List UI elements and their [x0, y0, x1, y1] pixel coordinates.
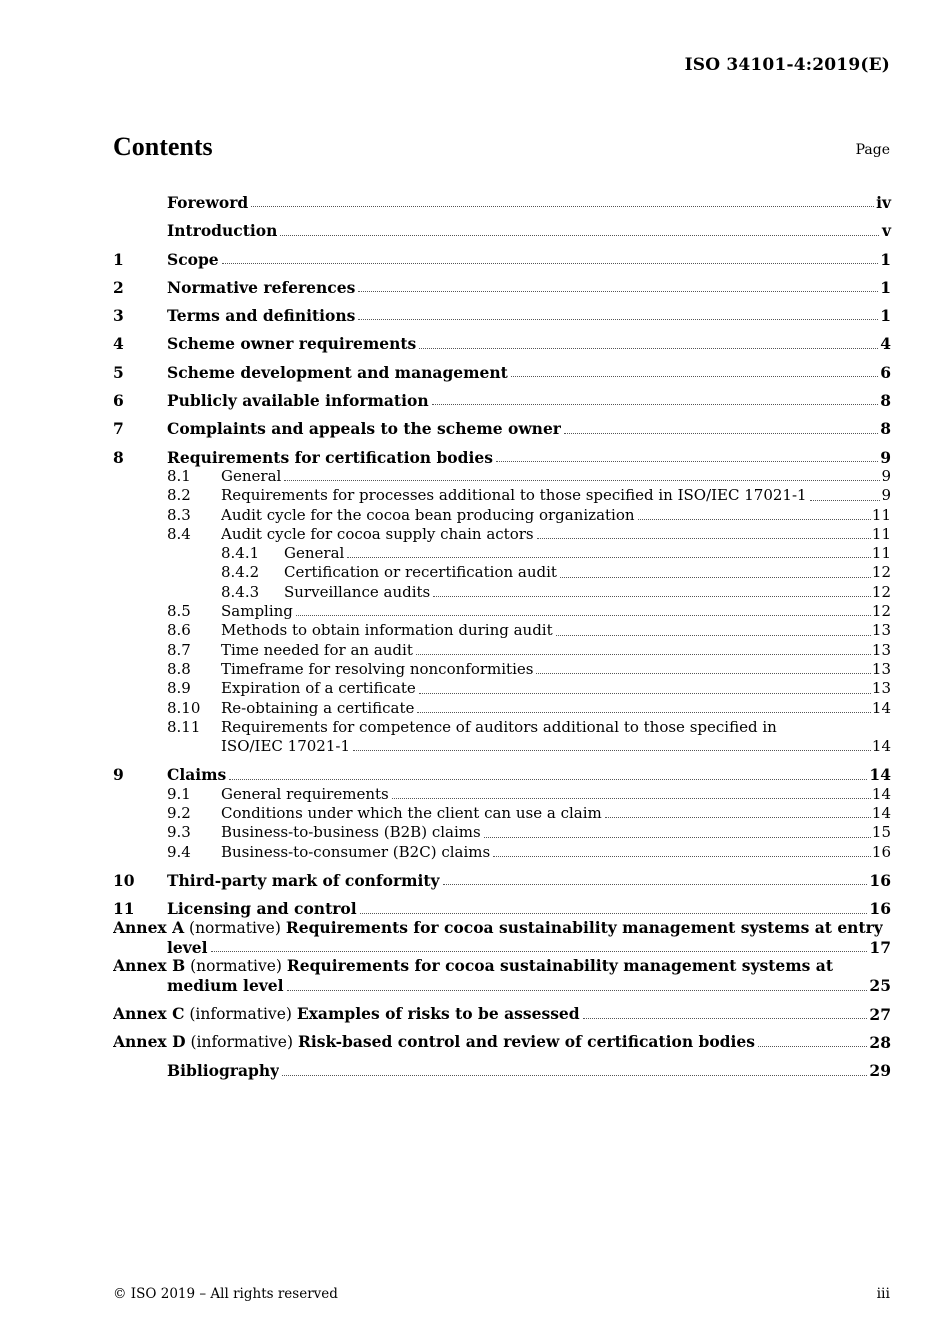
- annex-title: Examples of risks to be assessed: [296, 1003, 580, 1023]
- toc-page-number: 14: [871, 804, 891, 823]
- toc-entry-continuation[interactable]: [113, 938, 891, 957]
- leader-dots: [443, 884, 868, 885]
- page-column-label: Page: [855, 142, 890, 158]
- toc-entry-level-1[interactable]: [113, 382, 891, 410]
- toc-entry-level-2[interactable]: [113, 467, 891, 486]
- toc-section-number: 2: [113, 277, 124, 297]
- leader-dots: [484, 837, 871, 838]
- toc-section-number: 8: [113, 447, 124, 467]
- toc-section-number: 9: [113, 765, 124, 785]
- table-of-contents: [113, 184, 891, 1081]
- toc-entry-title: Requirements for certification bodies: [167, 447, 493, 467]
- toc-entry-level-1[interactable]: [113, 410, 891, 438]
- leader-dots: [560, 577, 871, 578]
- leader-dots: [493, 856, 871, 857]
- toc-entry-title: Sampling: [221, 602, 293, 621]
- toc-section-number: 8.8: [167, 659, 191, 678]
- toc-entry-level-1[interactable]: [113, 297, 891, 325]
- leader-dots: [296, 615, 871, 616]
- leader-dots: [287, 990, 868, 991]
- toc-entry-title: Time needed for an audit: [221, 640, 413, 659]
- toc-section-number: 9.2: [167, 804, 191, 823]
- toc-entry-title: Foreword: [167, 193, 249, 212]
- toc-entry-level-1[interactable]: [113, 184, 891, 212]
- toc-page-number: iv: [876, 193, 891, 212]
- toc-page-number: 13: [871, 659, 891, 678]
- leader-dots: [229, 779, 867, 780]
- leader-dots: [358, 319, 878, 320]
- toc-page-number: 16: [869, 899, 891, 919]
- toc-section-number: 8.1: [167, 466, 191, 485]
- toc-entry-level-1[interactable]: [113, 241, 891, 269]
- page-title: Contents: [113, 132, 213, 161]
- annex-kind: (normative): [190, 957, 282, 976]
- toc-entry-level-2[interactable]: [113, 804, 891, 823]
- toc-entry-level-2[interactable]: [113, 486, 891, 505]
- toc-section-number: 7: [113, 419, 124, 439]
- toc-entry-title: Terms and definitions: [167, 306, 356, 326]
- toc-section-number: 8.4: [167, 524, 191, 543]
- leader-dots: [536, 673, 870, 674]
- toc-page-number: 4: [880, 334, 891, 354]
- toc-section-number: 8.2: [167, 486, 191, 505]
- toc-page-number: 12: [871, 582, 891, 601]
- toc-entry-level-3[interactable]: [113, 583, 891, 602]
- toc-entry-level-3[interactable]: [113, 544, 891, 563]
- toc-page-number: 8: [880, 391, 891, 411]
- annex-title: Requirements for cocoa sustainability management systems at: [286, 956, 834, 976]
- page-number: iii: [876, 1286, 890, 1302]
- toc-page-number: 17: [869, 937, 891, 957]
- leader-dots: [251, 206, 874, 207]
- toc-section-number: 8.4.1: [221, 544, 260, 563]
- toc-entry-annex[interactable]: [113, 1024, 891, 1052]
- toc-entry-level-1[interactable]: [113, 354, 891, 382]
- document-id: ISO 34101-4:2019(E): [684, 55, 890, 75]
- toc-entry-annex[interactable]: [113, 957, 891, 976]
- leader-dots: [417, 712, 871, 713]
- toc-section-number: 9.1: [167, 784, 191, 803]
- annex-kind: (informative): [189, 1004, 292, 1023]
- toc-entry-title: Methods to obtain information during audit: [221, 621, 553, 640]
- leader-dots: [353, 750, 871, 751]
- toc-section-number: 8.5: [167, 602, 191, 621]
- toc-page-number: 11: [871, 524, 891, 543]
- toc-entry-title: Expiration of a certificate: [221, 679, 416, 698]
- toc-entry-title: Re-obtaining a certificate: [221, 698, 415, 717]
- leader-dots: [810, 500, 880, 501]
- leader-dots: [360, 913, 868, 914]
- annex-title: Requirements for cocoa sustainability management systems at entry: [285, 917, 883, 937]
- toc-page-number: 13: [871, 679, 891, 698]
- toc-entry-level-1[interactable]: [113, 439, 891, 467]
- toc-entry-title: Conditions under which the client can use a claim: [221, 804, 602, 823]
- toc-entry-title: General: [284, 544, 345, 563]
- leader-dots: [358, 291, 878, 292]
- toc-section-number: 4: [113, 334, 124, 354]
- toc-entry-title: Publicly available information: [167, 391, 429, 411]
- toc-entry-level-1[interactable]: [113, 890, 891, 918]
- toc-entry-title: Licensing and control: [167, 899, 357, 919]
- toc-page-number: 28: [869, 1032, 891, 1052]
- toc-section-number: 8.10: [167, 698, 201, 717]
- toc-page-number: 1: [880, 249, 891, 269]
- toc-entry-title: Complaints and appeals to the scheme owner: [167, 419, 561, 439]
- toc-entry-title-continued: ISO/IEC 17021-1: [221, 737, 351, 756]
- toc-section-number: 8.11: [167, 717, 201, 736]
- toc-section-number: 8.9: [167, 679, 191, 698]
- toc-entry-title: Business-to-consumer (B2C) claims: [221, 842, 491, 861]
- toc-section-number: 8.6: [167, 621, 191, 640]
- annex-label: Annex A: [113, 917, 185, 937]
- leader-dots: [556, 635, 871, 636]
- toc-page-number: v: [881, 221, 891, 241]
- toc-entry-title: Certification or recertification audit: [284, 563, 557, 582]
- toc-entry-title: [113, 956, 833, 976]
- toc-entry-level-1[interactable]: [113, 1052, 891, 1080]
- toc-entry-title: [113, 1032, 755, 1052]
- toc-entry-level-2[interactable]: [113, 823, 891, 842]
- toc-section-number: 8.4.2: [221, 563, 260, 582]
- toc-entry-level-2[interactable]: [113, 525, 891, 544]
- toc-entry-title: Normative references: [167, 277, 356, 297]
- toc-entry-title: Third-party mark of conformity: [167, 870, 440, 890]
- leader-dots: [638, 519, 871, 520]
- toc-page-number: 1: [880, 277, 891, 297]
- toc-section-number: 1: [113, 249, 124, 269]
- toc-entry-title: Surveillance audits: [284, 582, 431, 601]
- toc-entry-annex[interactable]: [113, 919, 891, 938]
- toc-entry-continuation[interactable]: [113, 737, 891, 756]
- toc-entry-title-continued: level: [167, 937, 208, 957]
- leader-dots: [284, 480, 880, 481]
- leader-dots: [758, 1046, 867, 1047]
- toc-entry-level-2[interactable]: [113, 785, 891, 804]
- toc-entry-level-2[interactable]: [113, 843, 891, 862]
- toc-page-number: 12: [871, 563, 891, 582]
- toc-entry-level-2[interactable]: [113, 660, 891, 679]
- toc-page-number: 1: [880, 306, 891, 326]
- leader-dots: [432, 404, 879, 405]
- toc-page-number: 13: [871, 621, 891, 640]
- toc-entry-level-2[interactable]: [113, 718, 891, 737]
- leader-dots: [211, 951, 868, 952]
- toc-page-number: 9: [881, 466, 891, 485]
- toc-entry-title: Requirements for processes additional to those specified in ISO/IEC 17021-1: [221, 486, 807, 505]
- toc-entry-continuation[interactable]: [113, 976, 891, 995]
- leader-dots: [280, 235, 879, 236]
- toc-section-number: 11: [113, 899, 135, 919]
- toc-section-number: 6: [113, 391, 124, 411]
- leader-dots: [583, 1018, 868, 1019]
- toc-section-number: 5: [113, 362, 124, 382]
- toc-entry-title: General requirements: [221, 784, 389, 803]
- toc-section-number: 9.3: [167, 823, 191, 842]
- toc-entry-level-2[interactable]: [113, 506, 891, 525]
- leader-dots: [419, 348, 878, 349]
- toc-entry-level-2[interactable]: [113, 602, 891, 621]
- annex-label: Annex B: [113, 956, 186, 976]
- toc-entry-title: Audit cycle for cocoa supply chain actors: [221, 524, 534, 543]
- toc-entry-title: Bibliography: [167, 1061, 280, 1081]
- toc-section-number: 8.3: [167, 505, 191, 524]
- toc-page-number: 11: [871, 505, 891, 524]
- toc-entry-title: [113, 1004, 580, 1024]
- leader-dots: [392, 798, 871, 799]
- toc-entry-title: Scheme owner requirements: [167, 334, 417, 354]
- toc-page-number: 14: [871, 784, 891, 803]
- toc-page-number: 11: [871, 544, 891, 563]
- toc-entry-level-1[interactable]: [113, 862, 891, 890]
- leader-dots: [222, 263, 879, 264]
- toc-page-number: 9: [880, 447, 891, 467]
- annex-label: Annex C: [113, 1003, 185, 1023]
- toc-page-number: 16: [871, 842, 891, 861]
- copyright-notice: © ISO 2019 – All rights reserved: [113, 1286, 338, 1302]
- toc-page-number: 15: [871, 823, 891, 842]
- toc-entry-title: Scope: [167, 249, 219, 269]
- toc-page-number: 8: [880, 419, 891, 439]
- toc-page-number: 13: [871, 640, 891, 659]
- annex-kind: (normative): [189, 918, 281, 937]
- toc-entry-level-2[interactable]: [113, 621, 891, 640]
- toc-page-number: 27: [869, 1004, 891, 1024]
- toc-entry-level-1[interactable]: [113, 756, 891, 784]
- leader-dots: [282, 1075, 867, 1076]
- toc-page-number: 12: [871, 602, 891, 621]
- toc-section-number: 10: [113, 870, 135, 890]
- toc-page-number: 6: [880, 362, 891, 382]
- leader-dots: [416, 654, 871, 655]
- leader-dots: [347, 557, 871, 558]
- leader-dots: [564, 433, 878, 434]
- toc-entry-level-1[interactable]: [113, 269, 891, 297]
- toc-entry-title-continued: medium level: [167, 976, 284, 996]
- toc-entry-title: Scheme development and management: [167, 362, 508, 382]
- leader-dots: [537, 538, 871, 539]
- toc-section-number: 3: [113, 306, 124, 326]
- toc-entry-title: [113, 918, 883, 938]
- annex-kind: (informative): [190, 1032, 294, 1051]
- leader-dots: [605, 817, 871, 818]
- toc-page-number: 14: [871, 698, 891, 717]
- leader-dots: [511, 376, 878, 377]
- toc-page-number: 14: [869, 765, 891, 785]
- toc-entry-title: Audit cycle for the cocoa bean producing organization: [221, 505, 635, 524]
- leader-dots: [496, 461, 878, 462]
- toc-page-number: 25: [869, 976, 891, 996]
- toc-entry-level-2[interactable]: [113, 679, 891, 698]
- toc-page-number: 16: [869, 870, 891, 890]
- toc-entry-title: Business-to-business (B2B) claims: [221, 823, 481, 842]
- toc-page-number: 9: [881, 486, 891, 505]
- toc-entry-level-2[interactable]: [113, 699, 891, 718]
- toc-page-number: 14: [871, 737, 891, 756]
- annex-title: Risk-based control and review of certification bodies: [297, 1031, 755, 1051]
- leader-dots: [433, 596, 871, 597]
- leader-dots: [419, 693, 871, 694]
- toc-entry-title: Introduction: [167, 221, 278, 241]
- toc-entry-level-2[interactable]: [113, 641, 891, 660]
- annex-label: Annex D: [113, 1031, 186, 1051]
- toc-entry-title: General: [221, 466, 282, 485]
- toc-section-number: 8.4.3: [221, 582, 260, 601]
- toc-page-number: 29: [869, 1061, 891, 1081]
- toc-section-number: 9.4: [167, 842, 191, 861]
- toc-entry-level-1[interactable]: [113, 212, 891, 240]
- toc-entry-title: Requirements for competence of auditors additional to those specified in: [221, 717, 777, 736]
- toc-entry-annex[interactable]: [113, 996, 891, 1024]
- toc-section-number: 8.7: [167, 640, 191, 659]
- toc-entry-level-3[interactable]: [113, 563, 891, 582]
- toc-entry-title: Timeframe for resolving nonconformities: [221, 659, 534, 678]
- toc-entry-title: Claims: [167, 765, 227, 785]
- toc-entry-level-1[interactable]: [113, 325, 891, 353]
